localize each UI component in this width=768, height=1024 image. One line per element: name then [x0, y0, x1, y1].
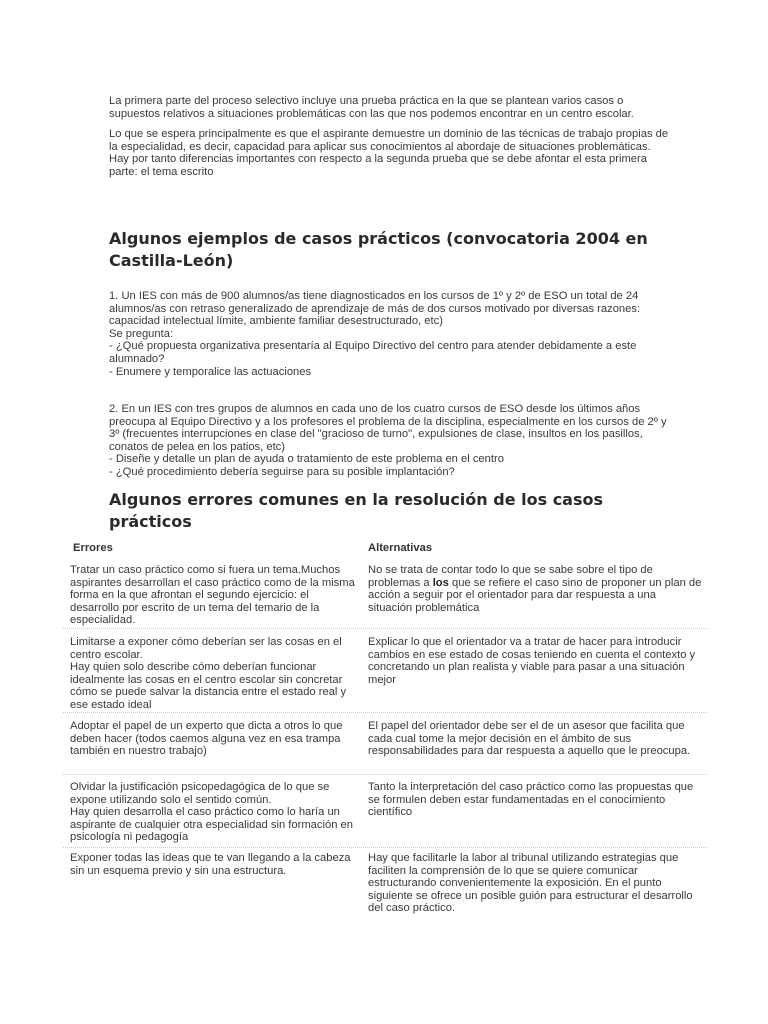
emphasis-text: los: [432, 576, 449, 589]
row-divider: [63, 847, 708, 848]
alternative-cell: Hay que facilitarle la labor al tribunal utilizando estrategias que faciliten la comprensión de lo que se quiere comunicar estructurando convenientemente la exposición. En el punto siguiente se ofrece un posible guión para estructurar el desarrollo del caso práctico.: [368, 852, 693, 915]
intro-paragraph-2: Lo que se espera principalmente es que el aspirante demuestre un dominio de las técnicas de trabajo propias de la especialidad, es decir, capacidad para aplicar sus conocimientos al abordaje de situaciones problemáticas. Hay por tanto diferencias importantes con respecto a la segunda prueba que se debe afontar el esta primera parte: el tema escrito: [109, 128, 669, 178]
error-cell: Olvidar la justificación psicopedagógica de lo que se expone utilizando solo el sentido común. Hay quien desarrolla el caso práctico como lo haría un aspirante de cualquier otra especialidad sin formación en psicología ni pedagogía: [70, 781, 353, 844]
case-2: [109, 403, 669, 479]
case-1-statement: 1. Un IES con más de 900 alumnos/as tiene diagnosticados en los cursos de 1º y 2º de ESO un total de 24 alumnos/as con retraso generalizado de aprendizaje de más de dos cursos motivado por diversas razones: capacidad intelectual límite, ambiente familiar desestructurado, etc): [109, 290, 641, 328]
alternative-cell: Tanto la interpretación del caso práctico como las propuestas que se formulen deben estar fundamentadas en el conocimiento científico: [368, 781, 694, 819]
error-cell: Limitarse a exponer cómo deberían ser las cosas en el centro escolar. Hay quien solo describe cómo deberían funcionar idealmente las cosas en el centro escolar sin concretar cómo se puede salvar la distancia entre el estado real y ese estado ideal: [70, 636, 347, 711]
column-header-errors: Errores: [73, 542, 113, 554]
case-1: [109, 290, 669, 378]
row-divider: [63, 774, 708, 775]
error-cell: Tratar un caso práctico como si fuera un tema.Muchos aspirantes desarrollan el caso práctico como de la misma forma en la que afrontan el segundo ejercicio: el desarrollo por escrito de un tema del temario de la especialidad.: [70, 564, 355, 627]
case-1-question-2: - Enumere y temporalice las actuaciones: [109, 365, 312, 378]
case-2-statement: 2. En un IES con tres grupos de alumnos en cada uno de los cuatro cursos de ESO desde los últimos años preocupa al Equipo Directivo y a los profesores el problema de la disciplina, especialmente en los cursos de 2º y 3º (frecuentes interrupciones en clase del "gracioso de turno", expulsiones de clase, insultos en los pasillos, conatos de pelea en los patios, etc): [109, 403, 667, 453]
alternative-cell: No se trata de contar todo lo que se sabe sobre el tipo de problemas a los que se refiere el caso sino de proponer un plan de acción a seguir por el orientador para dar respuesta a una situación problemática: [368, 564, 702, 614]
row-divider: [63, 628, 708, 629]
alternative-cell: El papel del orientador debe ser el de un asesor que facilita que cada cual tome la mejor decisión en el ámbito de sus responsabilidades para dar respuesta a aquello que le preocupa.: [368, 720, 691, 758]
examples-heading: Algunos ejemplos de casos prácticos (convocatoria 2004 en Castilla-León): [109, 229, 648, 270]
column-header-alternatives: Alternativas: [368, 542, 433, 554]
case-1-question-1: - ¿Qué propuesta organizativa presentaría al Equipo Directivo del centro para atender debidamente a este alumnado?: [109, 340, 637, 365]
row-divider: [63, 712, 708, 713]
error-cell: Exponer todas las ideas que te van llegando a la cabeza sin un esquema previo y sin una estructura.: [70, 852, 351, 877]
errors-heading: Algunos errores comunes en la resolución de los casos prácticos: [109, 490, 604, 531]
alternative-cell: Explicar lo que el orientador va a tratar de hacer para introducir cambios en ese estado de cosas teniendo en cuenta el contexto y concretando un plan realista y viable para pasar a una situación mejor: [368, 636, 696, 686]
case-2-question-1: - Diseñe y detalle un plan de ayuda o tratamiento de este problema en el centro: [109, 453, 504, 466]
case-1-question-label: Se pregunta:: [109, 327, 174, 340]
error-cell: Adoptar el papel de un experto que dicta a otros lo que deben hacer (todos caemos alguna vez en esa trampa también en nuestro trabajo): [70, 720, 343, 758]
case-2-question-2: - ¿Qué procedimiento debería seguirse para su posible implantación?: [109, 465, 455, 478]
intro-paragraph-1: La primera parte del proceso selectivo incluye una prueba práctica en la que se plantean varios casos o supuestos relativos a situaciones problemáticas con las que nos podemos encontrar en un centro escolar.: [109, 95, 634, 120]
